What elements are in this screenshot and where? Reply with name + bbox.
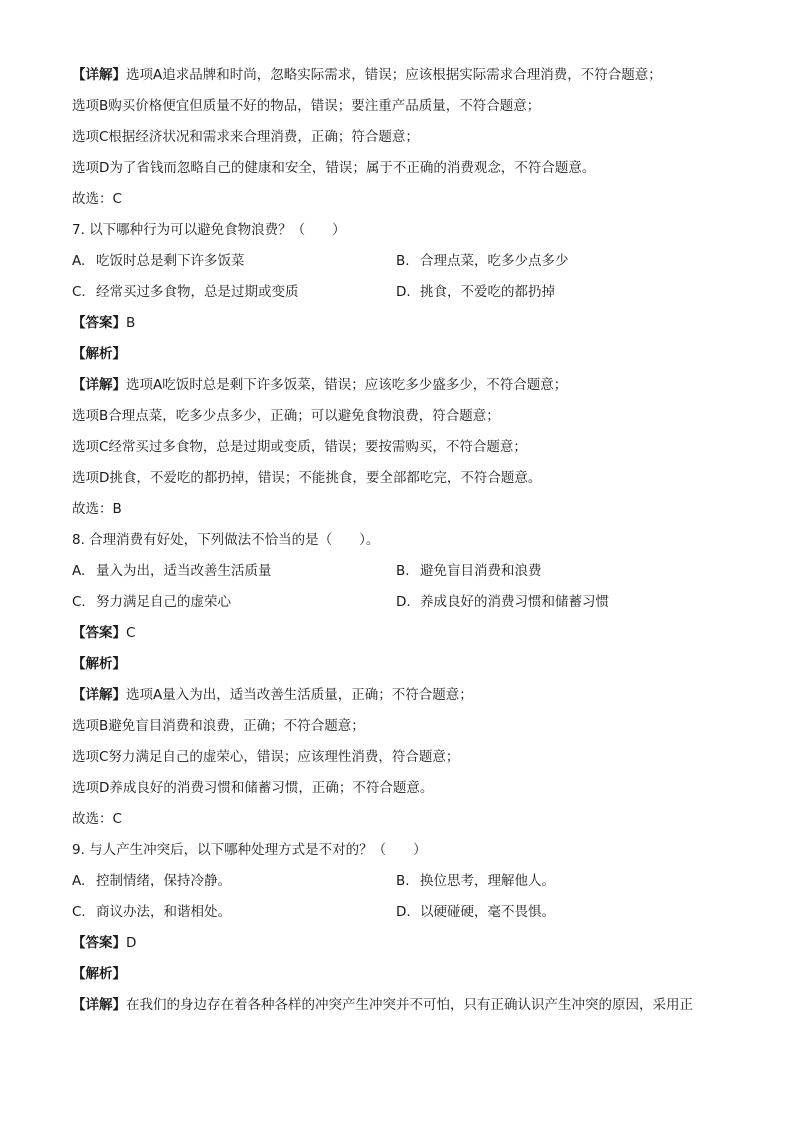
q8-conclusion: 故选：C [72, 811, 122, 827]
q6-detail-line-2: 选项B购买价格便宜但质量不好的物品，错误；要注重产品质量，不符合题意； [72, 98, 541, 114]
q9-option-d: D. 以硬碰硬，毫不畏惧。 [396, 904, 555, 920]
q9-detail-line-1 [72, 994, 728, 1025]
q7-conclusion: 故选：B [72, 501, 122, 517]
q7-detail-text-1: 选项A吃饭时总是剩下许多饭菜，错误；应该吃多少盛多少，不符合题意； [126, 377, 568, 393]
q7-detail-line-3: 选项C经常买过多食物，总是过期或变质，错误；要按需购买，不符合题意； [72, 439, 527, 455]
q8-detail-text-1: 选项A量入为出，适当改善生活质量，正确；不符合题意； [126, 687, 473, 703]
q9-option-b: B. 换位思考，理解他人。 [396, 873, 555, 889]
q8-option-b: B. 避免盲目消费和浪费 [396, 563, 542, 579]
q9-answer-value: D [126, 935, 137, 951]
q7-analysis-tag: 【解析】 [72, 346, 126, 362]
q8-analysis-tag: 【解析】 [72, 656, 126, 672]
q8-options-row-1 [72, 560, 732, 591]
q7-answer-value: B [126, 315, 136, 331]
q8-answer-value: C [126, 625, 136, 641]
q7-option-a: A. 吃饭时总是剩下许多饭菜 [72, 253, 245, 269]
answer-tag: 【答案】 [72, 935, 126, 951]
q7-option-c: C. 经常买过多食物，总是过期或变质 [72, 284, 299, 300]
q9-options-row-2 [72, 901, 732, 932]
q8-answer [72, 622, 732, 653]
detail-tag: 【详解】 [72, 687, 126, 703]
q7-options-row-2 [72, 281, 732, 312]
answer-tag: 【答案】 [72, 315, 126, 331]
detail-tag: 【详解】 [72, 67, 126, 83]
q7-options-row-1 [72, 250, 732, 281]
answer-tag: 【答案】 [72, 625, 126, 641]
q9-answer [72, 932, 732, 963]
q7-detail-line-4: 选项D挑食，不爱吃的都扔掉，错误；不能挑食，要全部都吃完，不符合题意。 [72, 470, 542, 486]
q8-option-d: D. 养成良好的消费习惯和储蓄习惯 [396, 594, 609, 610]
q7-detail-line-1 [72, 374, 732, 405]
q7-option-d: D. 挑食，不爱吃的都扔掉 [396, 284, 555, 300]
q8-detail-line-2: 选项B避免盲目消费和浪费，正确；不符合题意； [72, 718, 365, 734]
q6-detail-line-4: 选项D为了省钱而忽略自己的健康和安全，错误；属于不正确的消费观念，不符合题意。 [72, 160, 596, 176]
q9-stem: 9. 与人产生冲突后，以下哪种处理方式是不对的？（ ） [72, 842, 427, 858]
q6-detail-line-1 [72, 64, 732, 95]
q9-analysis-tag: 【解析】 [72, 966, 126, 982]
q8-option-a: A. 量入为出，适当改善生活质量 [72, 563, 272, 579]
q8-detail-line-3: 选项C努力满足自己的虚荣心，错误；应该理性消费，符合题意； [72, 749, 460, 765]
document-page [72, 64, 732, 1025]
q8-stem: 8. 合理消费有好处，下列做法不恰当的是（ ）。 [72, 532, 380, 548]
q6-detail-line-3: 选项C根据经济状况和需求来合理消费，正确；符合题意； [72, 129, 419, 145]
q8-option-c: C. 努力满足自己的虚荣心 [72, 594, 231, 610]
q9-options-row-1 [72, 870, 732, 901]
q8-options-row-2 [72, 591, 732, 622]
q8-detail-line-1 [72, 684, 732, 715]
q8-detail-line-4: 选项D养成良好的消费习惯和储蓄习惯，正确；不符合题意。 [72, 780, 434, 796]
detail-tag: 【详解】 [72, 377, 126, 393]
q7-option-b: B. 合理点菜，吃多少点多少 [396, 253, 569, 269]
q9-option-a: A. 控制情绪，保持冷静。 [72, 873, 231, 889]
q9-option-c: C. 商议办法，和谐相处。 [72, 904, 231, 920]
q7-answer [72, 312, 732, 343]
q7-detail-line-2: 选项B合理点菜，吃多少点多少，正确；可以避免食物浪费，符合题意； [72, 408, 500, 424]
q6-detail-text-1: 选项A追求品牌和时尚，忽略实际需求，错误；应该根据实际需求合理消费，不符合题意； [126, 67, 662, 83]
q9-detail-text-1: 在我们的身边存在着各种各样的冲突产生冲突并不可怕，只有正确认识产生冲突的原因，采用正 [126, 997, 693, 1013]
q6-conclusion: 故选：C [72, 191, 122, 207]
q7-stem: 7. 以下哪种行为可以避免食物浪费？（ ） [72, 222, 346, 238]
detail-tag: 【详解】 [72, 997, 126, 1013]
